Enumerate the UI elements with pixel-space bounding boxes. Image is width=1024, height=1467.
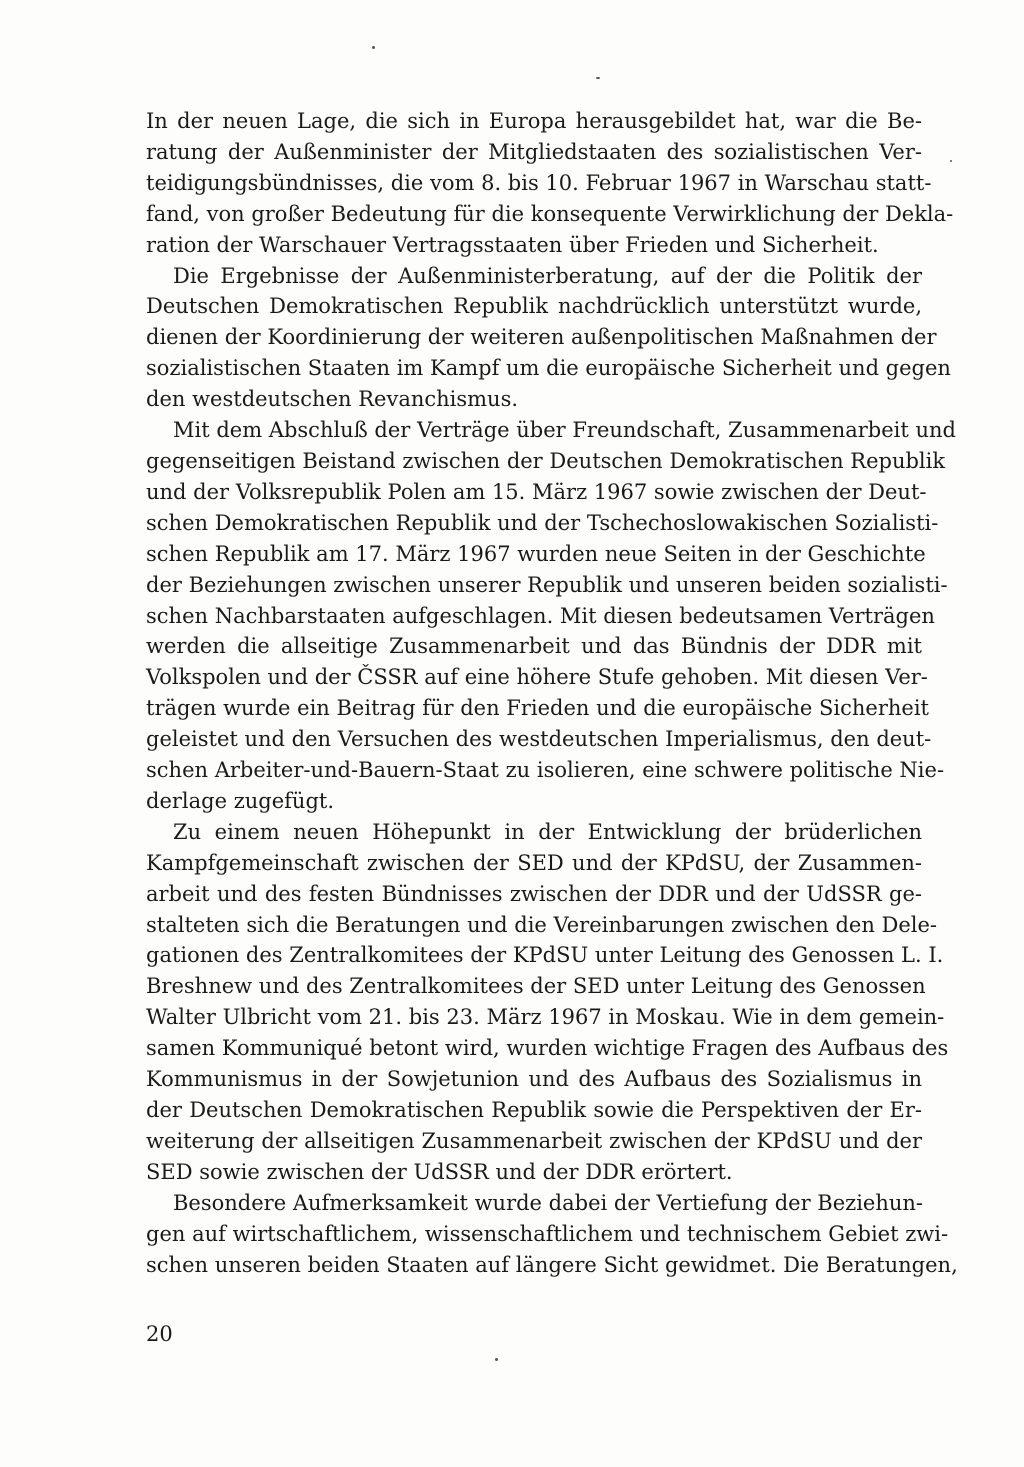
text-line: trägen wurde ein Beitrag für den Frieden und die europäische Sicherheit bbox=[146, 696, 929, 721]
text-line: stalteten sich die Beratungen und die Vereinbarungen zwischen den Dele- bbox=[146, 912, 938, 937]
scan-speck bbox=[495, 1358, 498, 1361]
paragraph bbox=[146, 1188, 958, 1281]
text-line: dienen der Koordinierung der weiteren außenpolitischen Maßnahmen der bbox=[146, 325, 937, 350]
text-line: weiterung der allseitigen Zusammenarbeit zwischen der KPdSU und der bbox=[146, 1128, 922, 1153]
text-line: und der Volksrepublik Polen am 15. März 1967 sowie zwischen der Deut- bbox=[146, 479, 927, 504]
text-line: Besondere Aufmerksamkeit wurde dabei der Vertiefung der Beziehun- bbox=[173, 1190, 924, 1215]
text-line: Walter Ulbricht vom 21. bis 23. März 1967 in Moskau. Wie in dem gemein- bbox=[146, 1005, 945, 1030]
text-line: Die Ergebnisse der Außenministerberatung, auf der die Politik der bbox=[173, 263, 922, 288]
text-line: derlage zugefügt. bbox=[146, 788, 335, 813]
text-line: gationen des Zentralkomitees der KPdSU unter Leitung des Genossen L. I. bbox=[146, 943, 944, 968]
text-line: SED sowie zwischen der UdSSR und der DDR erörtert. bbox=[146, 1159, 733, 1184]
text-line: den westdeutschen Revanchismus. bbox=[146, 387, 519, 412]
page-number: 20 bbox=[146, 1322, 173, 1346]
paragraph bbox=[146, 106, 954, 261]
text-line: werden die allseitige Zusammenarbeit und das Bündnis der DDR mit bbox=[146, 634, 922, 659]
text-line: sozialistischen Staaten im Kampf um die europäische Sicherheit und gegen bbox=[146, 356, 951, 381]
text-line: Mit dem Abschluß der Verträge über Freundschaft, Zusammenarbeit und bbox=[173, 418, 956, 443]
paragraph bbox=[146, 817, 949, 1188]
text-line: schen Demokratischen Republik und der Tschechoslowakischen Sozialisti- bbox=[146, 510, 939, 535]
text-line: der Beziehungen zwischen unserer Republik und unseren beiden sozialisti- bbox=[146, 572, 948, 597]
text-line: Kommunismus in der Sowjetunion und des Aufbaus des Sozialismus in bbox=[146, 1067, 922, 1092]
text-line: teidigungsbündnisses, die vom 8. bis 10. Februar 1967 in Warschau statt- bbox=[146, 170, 932, 195]
text-line: Volkspolen und der ČSSR auf eine höhere Stufe gehoben. Mit diesen Ver- bbox=[146, 665, 928, 690]
text-line: schen Republik am 17. März 1967 wurden neue Seiten in der Geschichte bbox=[146, 541, 926, 566]
paragraph bbox=[146, 415, 956, 817]
text-line: gen auf wirtschaftlichem, wissenschaftlichem und technischem Gebiet zwi- bbox=[146, 1221, 949, 1246]
paragraph bbox=[146, 261, 951, 416]
scan-speck bbox=[950, 160, 952, 162]
text-line: arbeit und des festen Bündnisses zwischen der DDR und der UdSSR ge- bbox=[146, 881, 922, 906]
text-line: Breshnew und des Zentralkomitees der SED unter Leitung des Genossen bbox=[146, 974, 926, 999]
scan-speck bbox=[372, 46, 375, 49]
text-line: samen Kommuniqué betont wird, wurden wichtige Fragen des Aufbaus des bbox=[146, 1036, 949, 1061]
text-line: fand, von großer Bedeutung für die konsequente Verwirklichung der Dekla- bbox=[146, 201, 954, 226]
text-line: ration der Warschauer Vertragsstaaten über Frieden und Sicherheit. bbox=[146, 232, 879, 257]
text-line: schen Nachbarstaaten aufgeschlagen. Mit diesen bedeutsamen Verträgen bbox=[146, 603, 935, 628]
text-line: gegenseitigen Beistand zwischen der Deutschen Demokratischen Republik bbox=[146, 448, 946, 473]
text-line: schen Arbeiter-und-Bauern-Staat zu isolieren, eine schwere politische Nie- bbox=[146, 758, 945, 783]
text-line: geleistet und den Versuchen des westdeutschen Imperialismus, den deut- bbox=[146, 727, 932, 752]
text-line: In der neuen Lage, die sich in Europa herausgebildet hat, war die Be- bbox=[146, 109, 922, 133]
scan-speck bbox=[596, 77, 600, 79]
text-line: schen unseren beiden Staaten auf längere Sicht gewidmet. Die Beratungen, bbox=[146, 1252, 958, 1277]
text-line: der Deutschen Demokratischen Republik sowie die Perspektiven der Er- bbox=[146, 1098, 922, 1122]
text-line: Zu einem neuen Höhepunkt in der Entwicklung der brüderlichen bbox=[173, 819, 922, 844]
text-line: Deutschen Demokratischen Republik nachdrücklich unterstützt wurde, bbox=[146, 294, 922, 319]
body-text bbox=[146, 106, 958, 1280]
text-line: Kampfgemeinschaft zwischen der SED und der KPdSU, der Zusammen- bbox=[146, 850, 922, 875]
text-line: ratung der Außenminister der Mitgliedstaaten des sozialistischen Ver- bbox=[146, 139, 922, 164]
